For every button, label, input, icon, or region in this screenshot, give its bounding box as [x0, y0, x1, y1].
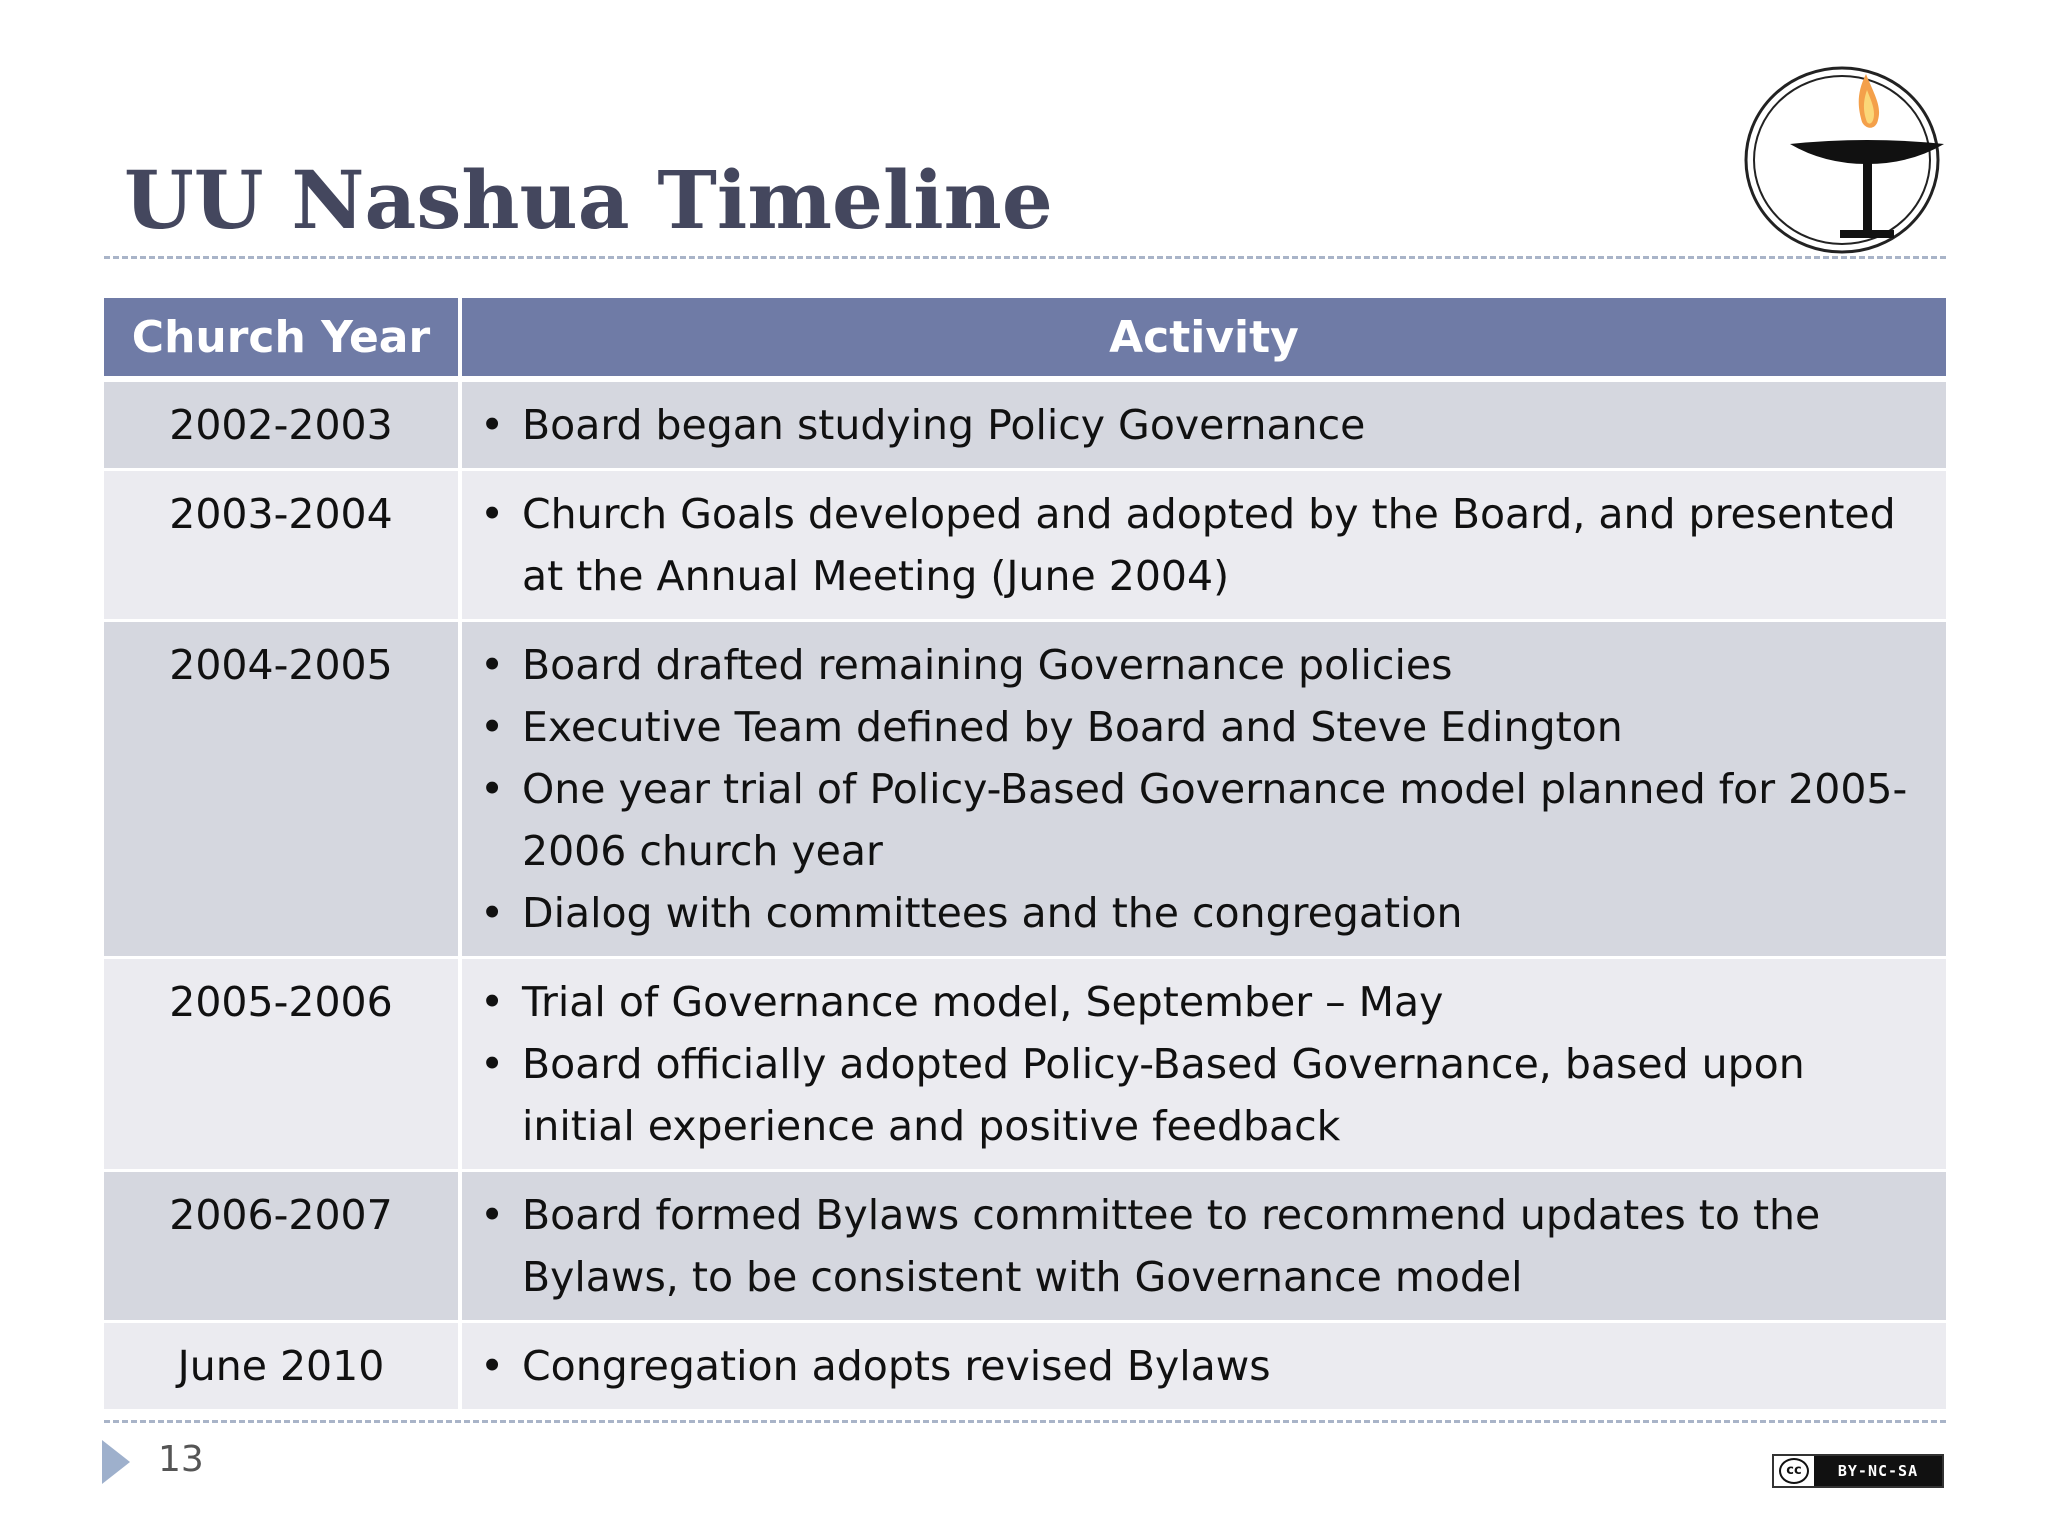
header-church-year: Church Year [104, 298, 460, 379]
activity-text: Church Goals developed and adopted by the Board, and presented at the Annual Meeting (June 2004) [522, 490, 1896, 600]
bullet-icon: • [480, 401, 505, 449]
page-number: 13 [158, 1439, 204, 1480]
bullet-icon: • [480, 641, 505, 689]
list-item [462, 882, 1922, 944]
church-year: 2006-2007 [104, 1171, 460, 1322]
church-year: 2003-2004 [104, 470, 460, 621]
table-row [104, 958, 1946, 1171]
timeline-table [104, 298, 1946, 1412]
bullet-icon: • [480, 703, 505, 751]
table-row [104, 379, 1946, 470]
activity-text: Dialog with committees and the congregation [522, 889, 1463, 937]
list-item [462, 758, 1922, 882]
list-item [462, 1184, 1922, 1308]
table-row [104, 470, 1946, 621]
activity-text: Board drafted remaining Governance policies [522, 641, 1453, 689]
activity-text: Executive Team defined by Board and Steve Edington [522, 703, 1623, 751]
table-row [104, 1171, 1946, 1322]
list-item [462, 634, 1922, 696]
activity-cell [460, 379, 1946, 470]
list-item [462, 1033, 1922, 1157]
title-divider [104, 256, 1946, 259]
activity-cell [460, 621, 1946, 958]
table-row [104, 621, 1946, 958]
activity-cell [460, 470, 1946, 621]
license-badge[interactable] [1772, 1454, 1944, 1488]
header-activity: Activity [460, 298, 1946, 379]
church-year: 2002-2003 [104, 379, 460, 470]
bullet-icon: • [480, 1040, 505, 1088]
bullet-icon: • [480, 1191, 505, 1239]
license-label: BY-NC-SA [1814, 1456, 1942, 1486]
list-item [462, 696, 1922, 758]
activity-text: One year trial of Policy-Based Governance model planned for 2005-2006 church year [522, 765, 1908, 875]
list-item [462, 971, 1922, 1033]
list-item [462, 394, 1922, 456]
activity-cell [460, 1171, 1946, 1322]
slide-title: UU Nashua Timeline [124, 153, 1053, 247]
creative-commons-icon [1774, 1456, 1814, 1486]
cc-label: cc [1779, 1458, 1809, 1484]
bullet-icon: • [480, 490, 505, 538]
list-item [462, 1335, 1922, 1397]
activity-text: Congregation adopts revised Bylaws [522, 1342, 1271, 1390]
bullet-icon: • [480, 1342, 505, 1390]
activity-text: Board began studying Policy Governance [522, 401, 1366, 449]
church-year: 2004-2005 [104, 621, 460, 958]
church-year: June 2010 [104, 1322, 460, 1411]
triangle-right-icon [102, 1440, 130, 1484]
bullet-icon: • [480, 889, 505, 937]
table-header-row [104, 298, 1946, 379]
activity-text: Trial of Governance model, September – May [522, 978, 1444, 1026]
footer-divider [104, 1420, 1946, 1423]
list-item [462, 483, 1922, 607]
flaming-chalice-icon [1740, 64, 1948, 256]
activity-cell [460, 1322, 1946, 1411]
bullet-icon: • [480, 765, 505, 813]
activity-text: Board officially adopted Policy-Based Governance, based upon initial experience and positive feedback [522, 1040, 1805, 1150]
table-row [104, 1322, 1946, 1411]
activity-text: Board formed Bylaws committee to recommend updates to the Bylaws, to be consistent with Governance model [522, 1191, 1821, 1301]
church-year: 2005-2006 [104, 958, 460, 1171]
bullet-icon: • [480, 978, 505, 1026]
activity-cell [460, 958, 1946, 1171]
